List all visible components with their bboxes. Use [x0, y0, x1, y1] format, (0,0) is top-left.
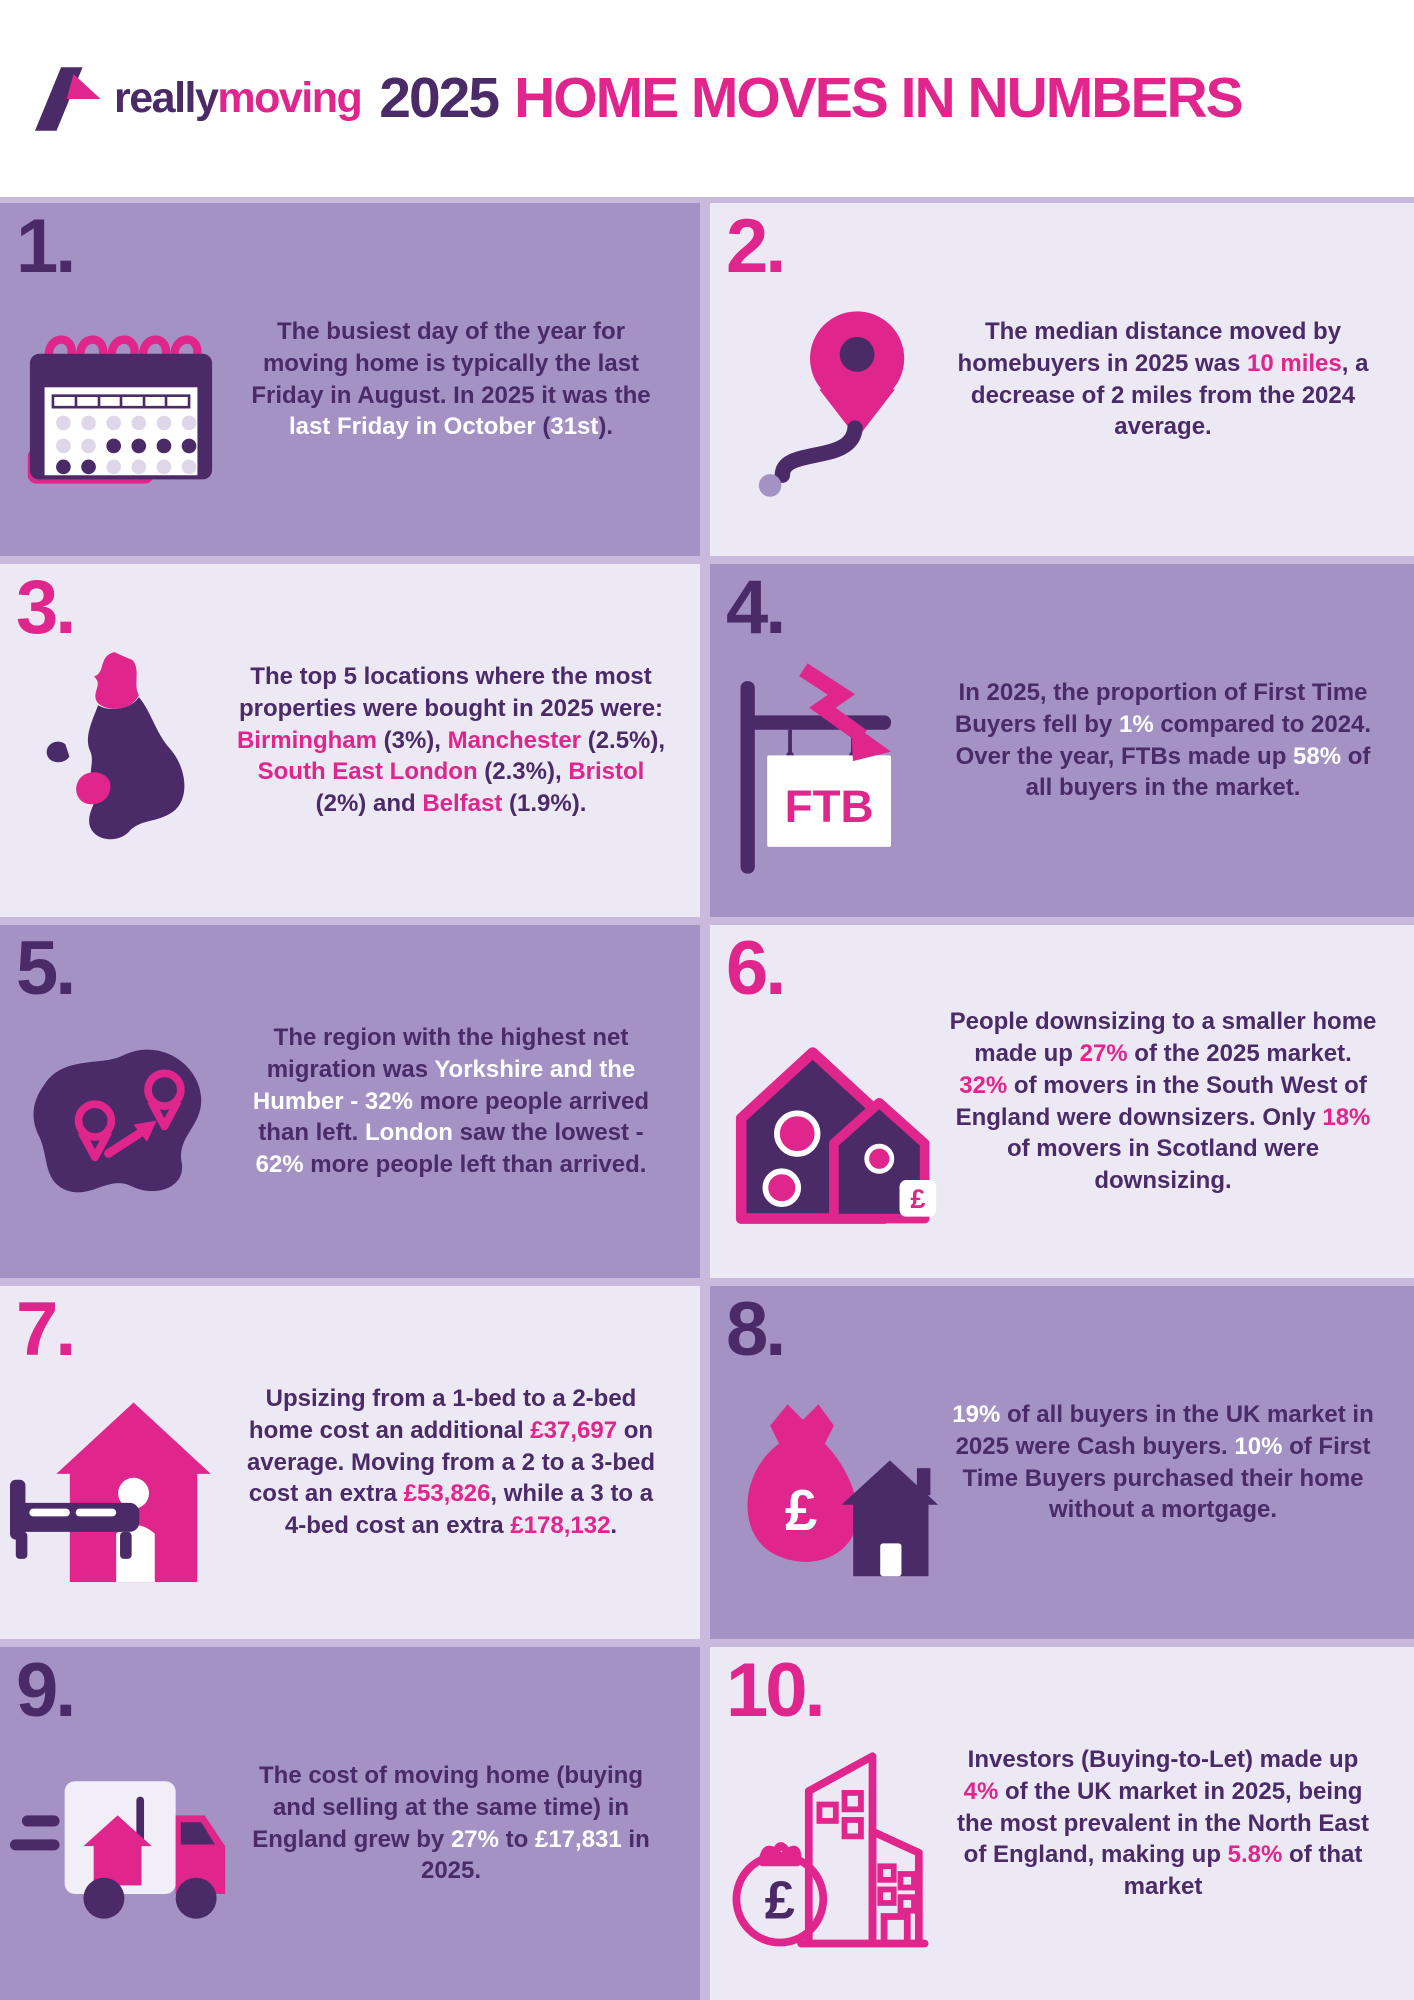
- section-8-number: 8.: [726, 1287, 784, 1372]
- section-7-number: 7.: [16, 1287, 74, 1372]
- section-8-text: 19% of all buyers in the UK market in 2025 were Cash buyers. 10% of First Time Buyers purchased their home without a mortgage.: [952, 1400, 1374, 1524]
- downsizing-houses-icon-svg: [720, 1022, 942, 1227]
- logo-mark-icon: [30, 65, 108, 133]
- section-10-text-wrap: [942, 1647, 1414, 2000]
- logo-text: [114, 74, 362, 122]
- page-title: [379, 66, 1242, 130]
- ftb-sign-label: FTB: [784, 780, 874, 832]
- calendar-icon-svg: [21, 314, 221, 492]
- section-6-downsizing: [710, 925, 1414, 1278]
- section-2-text: The median distance moved by homebuyers in 2025 was 10 miles, a decrease of 2 miles from the 2024 average.: [957, 317, 1369, 441]
- route-pin-icon-svg: [729, 295, 934, 510]
- reallymoving-logo: [30, 65, 361, 133]
- section-2-median-distance: [710, 203, 1414, 556]
- section-5-text-wrap: [232, 925, 700, 1278]
- section-7-text-wrap: [232, 1286, 700, 1639]
- uk-map-icon-svg: [34, 646, 209, 881]
- section-3-text: The top 5 locations where the most properties were bought in 2025 were: Birmingham (3%), Manchester (2.5%), South East London (2.3%), Bristol (2%) and Belfast (1.9%).: [236, 662, 666, 818]
- section-3-text-wrap: [232, 564, 700, 917]
- section-2-number: 2.: [726, 204, 784, 289]
- section-9-text-wrap: [232, 1647, 700, 2000]
- section-5-text: The region with the highest net migration was Yorkshire and the Humber - 32% more people arrived than left. London saw the lowest - 62% more people left than arrived.: [252, 1023, 650, 1179]
- section-1-busiest-day: [0, 203, 700, 556]
- section-6-number: 6.: [726, 926, 784, 1011]
- section-4-first-time-buyers: [710, 564, 1414, 917]
- section-4-number: 4.: [726, 565, 784, 650]
- section-7-text: Upsizing from a 1-bed to a 2-bed home cost an additional £37,697 on average. Moving from a 2 to a 3-bed cost an extra £53,826, while a 3 to a 4-bed cost an extra £178,132.: [246, 1384, 656, 1540]
- section-6-text: People downsizing to a smaller home made up 27% of the 2025 market. 32% of movers in the South West of England were downsizers. Only 18% of movers in Scotland were downsizing.: [949, 1007, 1377, 1195]
- section-10-text: Investors (Buying-to-Let) made up 4% of the UK market in 2025, being the most prevalent in the North East of England, making up 5.8% of that market: [956, 1745, 1370, 1901]
- section-2-text-wrap: [942, 203, 1414, 556]
- section-4-text: In 2025, the proportion of First Time Buyers fell by 1% compared to 2024. Over the year, FTBs made up 58% of all buyers in the market.: [954, 678, 1372, 802]
- cash-bag-house-icon-svg: [720, 1388, 942, 1583]
- section-3-top-locations: [0, 564, 700, 917]
- section-1-text: The busiest day of the year for moving home is typically the last Friday in August. In 2025 it was the last Friday in October (31st).: [251, 317, 651, 441]
- section-9-text: The cost of moving home (buying and selling at the same time) in England grew by 27% to £17,831 in 2025.: [252, 1761, 650, 1885]
- section-9-moving-cost: [0, 1647, 700, 2000]
- ftb-sign-icon-svg: [731, 654, 931, 874]
- section-1-number: 1.: [16, 204, 74, 289]
- logo-text-moving: moving: [217, 74, 362, 122]
- section-8-text-wrap: [942, 1286, 1414, 1639]
- header: [0, 0, 1414, 197]
- stats-grid: [0, 197, 1414, 2000]
- btl-buildings-icon-svg: [720, 1729, 942, 1964]
- section-3-number: 3.: [16, 565, 74, 650]
- section-5-net-migration: [0, 925, 700, 1278]
- pound-badge-label: £: [910, 1183, 926, 1214]
- cash-bag-pound-label: £: [784, 1478, 818, 1543]
- section-4-text-wrap: [942, 564, 1414, 917]
- section-8-cash-buyers: [710, 1286, 1414, 1639]
- page-title-rest: HOME MOVES IN NUMBERS: [514, 66, 1242, 130]
- section-9-number: 9.: [16, 1648, 74, 1733]
- migration-map-icon-svg: [10, 1027, 232, 1222]
- section-5-number: 5.: [16, 926, 74, 1011]
- upsizing-house-bed-icon-svg: [10, 1386, 232, 1586]
- page-title-year: 2025: [379, 66, 499, 130]
- section-10-number: 10.: [726, 1648, 823, 1733]
- section-6-text-wrap: [942, 925, 1414, 1278]
- section-1-text-wrap: [232, 203, 700, 556]
- moving-truck-icon-svg: [10, 1757, 232, 1937]
- section-10-buy-to-let: [710, 1647, 1414, 2000]
- section-7-upsizing-costs: [0, 1286, 700, 1639]
- btl-bag-pound-label: £: [764, 1870, 795, 1931]
- logo-text-really: really: [114, 74, 218, 122]
